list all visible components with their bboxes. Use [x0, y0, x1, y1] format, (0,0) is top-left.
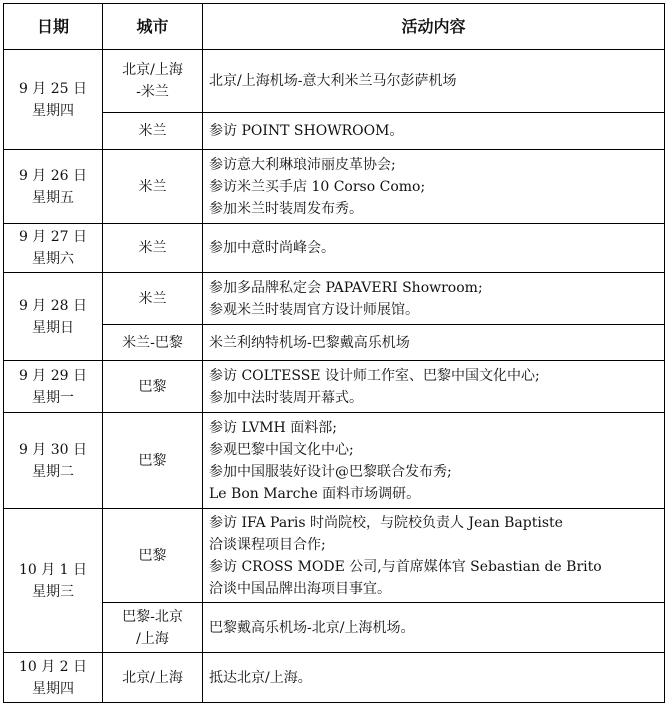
date-cell	[4, 509, 103, 653]
city-line: 巴黎	[138, 547, 167, 564]
date-label: 9 月 25 日	[18, 80, 88, 97]
date-label: 10 月 2 日	[18, 658, 88, 675]
date-label: 9 月 28 日	[18, 297, 88, 314]
table-row	[4, 50, 665, 113]
header-row	[4, 4, 665, 50]
activity-line: 参观巴黎中国文化中心;	[209, 441, 354, 458]
activity-line: 参加中法时装周开幕式。	[209, 389, 363, 406]
weekday-label: 星期六	[32, 251, 74, 267]
activity-cell	[203, 653, 665, 703]
city-line: 米兰	[138, 240, 167, 256]
activity-cell	[203, 361, 665, 413]
city-cell	[103, 150, 203, 224]
city-line: 米兰-巴黎	[122, 334, 183, 351]
date-label: 9 月 30 日	[18, 441, 88, 458]
city-line: 巴黎	[138, 378, 167, 395]
activity-line: 参访 POINT SHOWROOM。	[209, 123, 404, 139]
city-line: /上海	[136, 630, 169, 647]
activity-line: 参访意大利琳琅沛丽皮革协会;	[209, 156, 396, 173]
date-label: 9 月 29 日	[18, 367, 88, 384]
city-cell	[103, 603, 203, 653]
weekday-label: 星期一	[32, 389, 74, 406]
activity-line: 参访 IFA Paris 时尚院校，与院校负责人 Jean Baptiste	[209, 514, 563, 531]
activity-cell	[203, 50, 665, 113]
city-cell	[103, 653, 203, 703]
table-row	[4, 603, 665, 653]
weekday-label: 星期四	[32, 102, 74, 119]
date-label: 9 月 26 日	[18, 167, 88, 184]
city-line: 米兰	[138, 178, 167, 195]
table-row	[4, 150, 665, 224]
header-city: 城市	[103, 4, 203, 50]
city-line: 米兰	[138, 123, 167, 139]
city-cell	[103, 273, 203, 325]
city-line: 巴黎-北京	[122, 608, 183, 625]
activity-line: 参观米兰时装周官方设计师展馆。	[209, 301, 419, 318]
activity-line: 洽谈中国品牌出海项目事宜。	[209, 580, 391, 597]
activity-line: 参访 LVMH 面料部;	[209, 419, 337, 436]
weekday-label: 星期五	[32, 189, 74, 206]
table-row	[4, 509, 665, 603]
city-cell	[103, 413, 203, 509]
activity-cell	[203, 150, 665, 224]
activity-line: 参访 CROSS MODE 公司,与首席媒体官 Sebastian de Brito	[209, 558, 602, 575]
city-line: -米兰	[136, 84, 169, 100]
date-label: 9 月 27 日	[18, 229, 88, 245]
activity-line: 米兰利纳特机场-巴黎戴高乐机场	[209, 334, 410, 351]
date-cell	[4, 413, 103, 509]
table-row	[4, 113, 665, 150]
table-row	[4, 653, 665, 703]
date-cell	[4, 273, 103, 361]
activity-cell	[203, 273, 665, 325]
activity-line: 巴黎戴高乐机场-北京/上海机场。	[209, 619, 415, 636]
header-date: 日期	[4, 4, 103, 50]
activity-cell	[203, 325, 665, 361]
date-cell	[4, 50, 103, 150]
table-row	[4, 325, 665, 361]
city-cell	[103, 509, 203, 603]
activity-cell	[203, 603, 665, 653]
date-cell	[4, 361, 103, 413]
table-row	[4, 413, 665, 509]
date-cell	[4, 224, 103, 273]
activity-cell	[203, 413, 665, 509]
weekday-label: 星期三	[32, 583, 74, 600]
activity-cell	[203, 113, 665, 150]
weekday-label: 星期二	[32, 463, 74, 480]
activity-line: 参加多品牌私定会 PAPAVERI Showroom;	[209, 279, 483, 296]
city-line: 巴黎	[138, 452, 167, 469]
activity-line: 参访米兰买手店 10 Corso Como;	[209, 178, 426, 195]
city-line: 北京/上海	[122, 62, 183, 78]
activity-line: 参加中国服装好设计@巴黎联合发布秀;	[209, 463, 452, 480]
activity-line: 参加米兰时装周发布秀。	[209, 200, 363, 217]
city-cell	[103, 50, 203, 113]
table-row	[4, 361, 665, 413]
weekday-label: 星期日	[32, 319, 74, 336]
activity-cell	[203, 509, 665, 603]
city-cell	[103, 361, 203, 413]
weekday-label: 星期四	[32, 680, 74, 697]
city-line: 米兰	[138, 290, 167, 307]
date-cell	[4, 653, 103, 703]
header-activity: 活动内容	[203, 4, 665, 50]
table-row	[4, 224, 665, 273]
activity-line: 参访 COLTESSE 设计师工作室、巴黎中国文化中心;	[209, 367, 540, 384]
activity-line: 洽谈课程项目合作;	[209, 536, 326, 553]
date-cell	[4, 150, 103, 224]
activity-cell	[203, 224, 665, 273]
schedule-table	[3, 3, 665, 703]
activity-line: 北京/上海机场-意大利米兰马尔彭萨机场	[209, 73, 457, 89]
activity-line: 抵达北京/上海。	[209, 669, 312, 686]
activity-line: 参加中意时尚峰会。	[209, 240, 335, 256]
table-row	[4, 273, 665, 325]
activity-line: Le Bon Marche 面料市场调研。	[209, 485, 421, 502]
city-line: 北京/上海	[122, 669, 183, 686]
city-cell	[103, 325, 203, 361]
city-cell	[103, 113, 203, 150]
city-cell	[103, 224, 203, 273]
date-label: 10 月 1 日	[18, 561, 88, 578]
